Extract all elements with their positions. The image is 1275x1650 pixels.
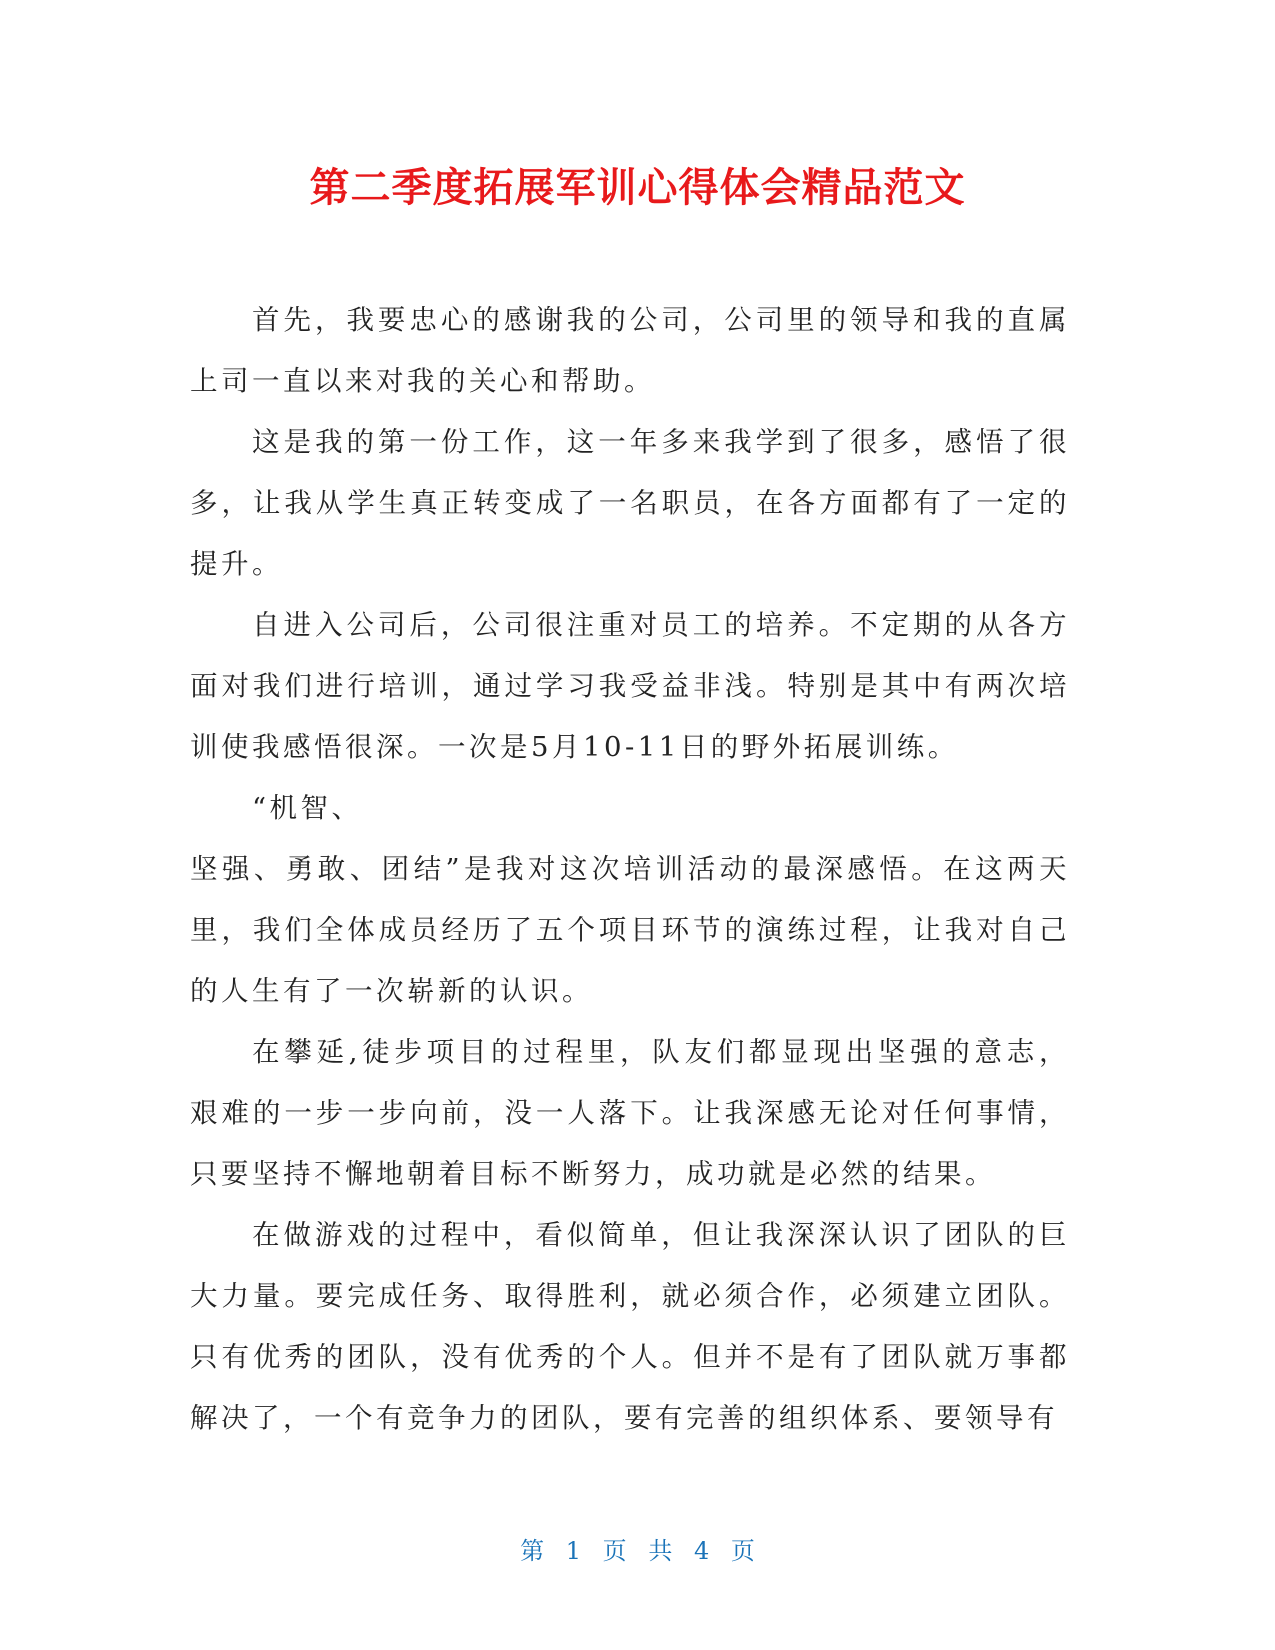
- footer-page-label: 页: [602, 1537, 627, 1565]
- footer-page-prefix: 第: [520, 1537, 545, 1565]
- paragraph-4: “机智、: [252, 792, 363, 824]
- paragraph-5: 坚强、勇敢、团结”是我对这次培训活动的最深感悟。在这两天里，我们全体成员经历了五个项目环节的演练过程，让我对自己的人生有了一次崭新的认识。: [190, 853, 1070, 1007]
- document-title: 第二季度拓展军训心得体会精品范文: [309, 165, 966, 211]
- paragraph-1: 首先，我要忠心的感谢我的公司，公司里的领导和我的直属上司一直以来对我的关心和帮助。: [190, 304, 1070, 397]
- paragraph-3: 自进入公司后，公司很注重对员工的培养。不定期的从各方面对我们进行培训，通过学习我受益非浅。特别是其中有两次培训使我感悟很深。一次是5月10-11日的野外拓展训练。: [190, 609, 1070, 763]
- paragraph-7: 在做游戏的过程中，看似简单，但让我深深认识了团队的巨大力量。要完成任务、取得胜利，就必须合作，必须建立团队。只有优秀的团队，没有优秀的个人。但并不是有了团队就万事都解决了，一个有竞争力的团队，要有完善的组织体系、要领导有: [190, 1219, 1070, 1434]
- document-body: [190, 290, 1070, 1449]
- footer-current-page: 1: [565, 1537, 582, 1565]
- footer-total-label: 共: [648, 1537, 673, 1565]
- paragraph-6: 在攀延,徒步项目的过程里，队友们都显现出坚强的意志，艰难的一步一步向前，没一人落下。让我深感无论对任何事情，只要坚持不懈地朝着目标不断努力，成功就是必然的结果。: [190, 1036, 1070, 1190]
- paragraph-2: 这是我的第一份工作，这一年多来我学到了很多，感悟了很多，让我从学生真正转变成了一名职员，在各方面都有了一定的提升。: [190, 426, 1070, 580]
- footer-page-suffix: 页: [730, 1537, 755, 1565]
- page-footer: [0, 1534, 1275, 1568]
- footer-total-pages: 4: [693, 1537, 710, 1565]
